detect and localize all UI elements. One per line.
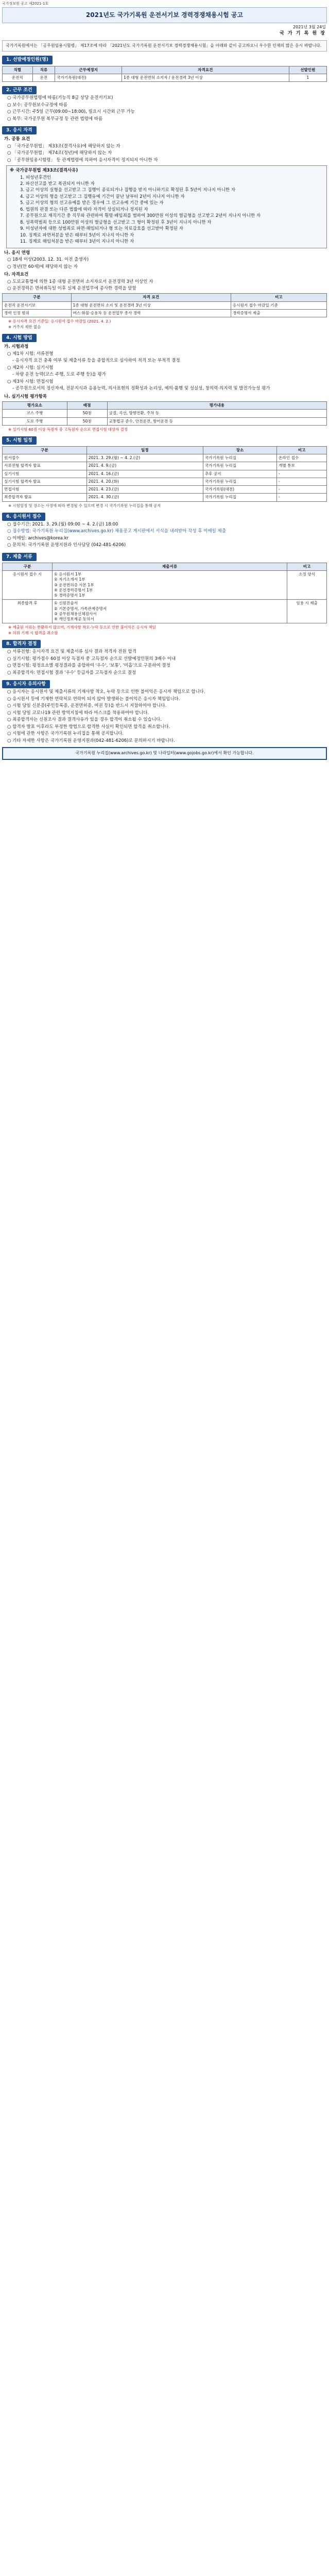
cell: 응시원서 접수 시: [3, 571, 53, 600]
col-header: 배점: [67, 402, 107, 410]
note: ※ 제출된 서류는 반환하지 않으며, 기재사항 착오·누락 등으로 인한 불이익은 응시자 책임: [8, 625, 156, 630]
list-item: 8. 성폭력범죄 등으로 100만원 이상의 벌금형을 선고받고 그 형이 확정된 후 3년이 지나지 아니한 자: [20, 219, 212, 225]
list-item: ○ 접수기간: 2021. 3. 29.(월) 09:00 ~ 4. 2.(금) 18:00: [7, 521, 118, 527]
cell: ① 응시원서 1부 ② 자기소개서 1부 ③ 운전면허증 사본 1부 ④ 운전경력증명서 1부 ⑤ 경력증명서 1부: [53, 571, 287, 600]
section-title: 2. 근무 조건: [2, 86, 37, 94]
table-row: [3, 309, 327, 317]
section-title: 1. 선발예정인원(명): [2, 56, 53, 64]
cell: 경력 인정 범위: [3, 309, 72, 317]
documents-table: [2, 563, 327, 624]
col-header: 자격요건: [122, 66, 289, 74]
list-item: ○ 근무시간: 주5일 근무(09:00~18:00), 필요시 시간외 근무 가능: [7, 109, 135, 115]
intro-text: 국가기록원에서는 「공무원임용시험령」 제17조에 따라 「2021년도 국가기록원 운전서기보 경력경쟁채용시험」을 아래와 같이 공고하오니 우수한 인재의 많은 응시 바랍니다.: [2, 40, 327, 52]
announcement-page: [2, 0, 327, 760]
list-item: ○ 국가공무원법령에 따름(기능직 8급 상당 운전서기보): [7, 95, 113, 101]
section-notices: [2, 680, 327, 744]
list-item: ○ 「국가공무원법」 제33조(결격사유)에 해당하지 않는 자: [7, 143, 120, 149]
schedule-table: [2, 446, 327, 502]
section-eligibility: [2, 126, 327, 330]
cell: 원서접수: [3, 454, 87, 462]
cell: 굴절, 곡선, 방향전환, 주차 등: [107, 410, 326, 417]
section-title: 5. 시험 일정: [2, 436, 37, 445]
cell: 면접시험: [3, 486, 87, 494]
cell: 국가기록원 누리집: [203, 462, 276, 470]
cell: ① 신원진술서 ② 기본증명서, 가족관계증명서 ③ 공무원채용신체검사서 ④ 개인정보제공 동의서: [53, 600, 287, 623]
list-item: - 차량 운전 능력(코스 주행, 도로 주행 등)을 평가: [12, 372, 106, 378]
note: ※ 거주지 제한 없음: [8, 325, 41, 330]
col-header: 자격 요건: [71, 294, 231, 301]
subsection-title: 가. 공통 요건: [4, 137, 30, 142]
col-header: 평가내용: [107, 402, 326, 410]
note: ※ 허위 기재 시 합격을 취소함: [8, 631, 58, 636]
cell: 도로 주행: [3, 417, 67, 425]
col-header: 구분: [3, 563, 53, 570]
list-item: ○ 합격자 발표 이후라도 부정한 방법으로 합격한 사실이 확인되면 합격을 취소합니다.: [7, 724, 170, 730]
col-header: 평가요소: [3, 402, 67, 410]
table-row: [3, 410, 327, 417]
list-item: ○ 최종합격자: 면접시험 결과 '우수' 등급자를 고득점자 순으로 결정: [7, 670, 136, 675]
cell: 온라인 접수: [277, 454, 327, 462]
table-row: [3, 571, 327, 600]
cell: -: [277, 494, 327, 501]
list-item: 1. 피성년후견인: [20, 175, 51, 180]
cell: 국가기록원 누리집: [203, 454, 276, 462]
list-item: ○ 「공무원임용시험령」 등 관계법령에 의하여 응시자격이 정지되지 아니한 자: [7, 157, 158, 163]
col-header: 선발인원: [289, 66, 326, 74]
qualification-table: [2, 293, 327, 317]
cell: 운전직: [3, 74, 33, 81]
evaluation-table: [2, 401, 327, 426]
list-item: 5. 금고 이상의 형의 선고유예를 받은 경우에 그 선고유예 기간 중에 있는 자: [20, 200, 164, 206]
list-item: 6. 법원의 판결 또는 다른 법률에 따라 자격이 상실되거나 정지된 자: [20, 207, 148, 212]
section-title: 4. 시험 방법: [2, 334, 37, 342]
list-item: ○ 18세 이상(2003. 12. 31. 이전 출생자): [7, 257, 89, 263]
list-item: 10. 징계로 파면처분을 받은 때부터 5년이 지나지 아니한 자: [20, 232, 134, 238]
table-row: [3, 478, 327, 485]
cell: 개별 통보: [277, 462, 327, 470]
col-header: 근무예정지: [55, 66, 122, 74]
cell: -: [277, 478, 327, 485]
subsection-title: 나. 실기시험 평가항목: [4, 394, 47, 399]
cell: 실기시험: [3, 470, 87, 478]
table-row: [3, 486, 327, 494]
section-title: 8. 합격자 결정: [2, 640, 41, 648]
list-item: ○ 제1차 시험: 서류전형: [7, 351, 54, 357]
list-item: 2. 파산선고를 받고 복권되지 아니한 자: [20, 181, 95, 187]
cell: 50점: [67, 417, 107, 425]
col-header: 비고: [231, 294, 326, 301]
list-item: - 공무원으로서의 정신자세, 전문지식과 응용능력, 의사표현의 정확성과 논리성, 예의·품행 및 성실성, 창의력·의지력 및 발전가능성 평가: [12, 386, 270, 392]
cell: 최종합격자 발표: [3, 494, 87, 501]
list-item: 3. 금고 이상의 실형을 선고받고 그 집행이 종료되거나 집행을 받지 아니하기로 확정된 후 5년이 지나지 아니한 자: [20, 188, 236, 193]
table-row: [3, 462, 327, 470]
note: ※ 실기시험 60점 이상 득점자 중 고득점자 순으로 면접시험 대상자 결정: [8, 427, 128, 432]
cell: 경력증명서 제출: [231, 309, 326, 317]
list-item: 9. 미성년자에 대한 성범죄로 파면·해임되거나 형 또는 치료감호를 선고받아 확정된 자: [20, 226, 184, 232]
list-item: ○ 운전경력은 면허취득일 이후 실제 운전업무에 종사한 경력을 말함: [7, 286, 136, 291]
table-row: [3, 74, 327, 81]
cell: 추후 공지: [203, 470, 276, 478]
cell: 1종 대형 운전면허 소지자 / 운전경력 3년 이상: [122, 74, 289, 81]
list-item: ○ 시험 당일 신분증(주민등록증, 운전면허증, 여권 등)을 반드시 지참하여야 합니다.: [7, 703, 167, 709]
section-title: 9. 응시자 유의사항: [2, 680, 50, 688]
list-item: ○ 「국가공무원법」 제74조(정년)에 해당하지 않는 자: [7, 150, 112, 156]
table-row: [3, 301, 327, 309]
section-exam-method: [2, 334, 327, 432]
cell: 소정 양식: [287, 571, 327, 600]
list-item[interactable]: ○ 접수방법: 국가기록원 누리집(www.archives.go.kr) 채용공고 게시판에서 서식을 내려받아 작성 후 이메일 제출: [7, 529, 226, 534]
cell: 국가기록원(대전): [203, 486, 276, 494]
cell: 국가기록원(대전): [55, 74, 122, 81]
list-item: ○ 도로교통법에 의한 1종 대형 운전면허 소지자로서 운전경력 3년 이상인 자: [7, 279, 153, 284]
section-pass-criteria: [2, 640, 327, 676]
cell: 국가기록원 누리집: [203, 494, 276, 501]
list-item: ○ 최종합격자는 신원조사 결과 결격사유가 있을 경우 합격이 취소될 수 있습니다.: [7, 717, 162, 723]
col-header: 구분: [3, 294, 72, 301]
cell: 1: [289, 74, 326, 81]
cell: 교통법규 준수, 안전운전, 방어운전 등: [107, 417, 326, 425]
col-header: 제출서류: [53, 563, 287, 570]
cell: 2021. 4. 9.(금): [86, 462, 203, 470]
cell: -: [277, 470, 327, 478]
cell: -: [277, 486, 327, 494]
cell: 2021. 4. 30.(금): [86, 494, 203, 501]
section-conditions: [2, 86, 327, 122]
list-item: ○ 시험 당일 코로나19 관련 방역지침에 따라 마스크를 착용하여야 합니다.: [7, 710, 149, 716]
list-item: 11. 징계로 해임처분을 받은 때부터 3년이 지나지 아니한 자: [20, 239, 134, 245]
col-header: 구분: [3, 446, 87, 454]
list-item: ○ 복무: 국가공무원 복무규정 등 관련 법령에 따름: [7, 116, 103, 122]
doc-number: 국가정보원 공고 제2021-1호: [2, 2, 49, 6]
subsection-title: 다. 자격요건: [4, 272, 29, 278]
list-item: ○ 응시원서 등에 기재한 연락처로 연락이 되지 않아 발생하는 불이익은 응시자 책임입니다.: [7, 696, 180, 702]
cell: 운전: [32, 74, 55, 81]
section-positions: [2, 56, 327, 82]
cell: 2021. 4. 20.(화): [86, 478, 203, 485]
list-item[interactable]: ○ 이메일: archives@korea.kr: [7, 535, 69, 541]
list-item: ○ 보수: 공무원보수규정에 따름: [7, 102, 67, 108]
cell: 임용 시 제출: [287, 600, 327, 623]
table-row: [3, 600, 327, 623]
table-row: [3, 494, 327, 501]
section-title: 6. 응시원서 접수: [2, 513, 45, 521]
cell: 서류전형 합격자 발표: [3, 462, 87, 470]
disqualification-box: [6, 165, 327, 248]
section-schedule: [2, 436, 327, 509]
positions-table: [2, 66, 327, 82]
cell: 코스 주행: [3, 410, 67, 417]
list-item: ○ 시험에 관한 사항은 국가기록원 누리집을 통해 공지합니다.: [7, 731, 124, 737]
list-item: ○ 제3차 시험: 면접시험: [7, 379, 54, 384]
cell: 2021. 4. 16.(금): [86, 470, 203, 478]
list-item: ○ 서류전형: 응시자격 요건 및 제출서류 심사 결과 적격자 전원 합격: [7, 649, 136, 655]
note: ※ 응시자격 요건 기준일: 응시원서 접수 마감일 (2021. 4. 2.): [8, 319, 111, 324]
section-documents: [2, 553, 327, 636]
note: ※ 시험일정 및 장소는 사정에 따라 변경될 수 있으며 변경 시 국가기록원 누리집을 통해 공지: [8, 503, 161, 508]
list-item: ○ 면접시험: 평정요소별 평정결과를 종합하여 '우수', '보통', '미흡'으로 구분하여 결정: [7, 663, 170, 669]
list-item: ○ 문의처: 국가기록원 운영지원과 인사담당 (042-481-6206): [7, 543, 126, 548]
list-item: ○ 제2차 시험: 실기시험: [7, 365, 54, 370]
announce-date: 2021년 3월 24일: [293, 24, 326, 29]
cell: 국가기록원 누리집: [203, 478, 276, 485]
cell: 최종합격 후: [3, 600, 53, 623]
list-item: ○ 응시자는 응시원서 및 제출서류의 기재사항 착오, 누락 등으로 인한 불이익은 응시자 책임으로 합니다.: [7, 689, 205, 695]
col-header: 직렬: [3, 66, 33, 74]
section-application: [2, 513, 327, 549]
cell: 운전직 운전서기보: [3, 301, 72, 309]
col-header: 장소: [203, 446, 276, 454]
cell: 2021. 4. 23.(금): [86, 486, 203, 494]
cell: 버스·화물·승용차 등 운전업무 종사 경력: [71, 309, 231, 317]
subsection-title: 나. 응시 연령: [4, 250, 30, 256]
list-item: 7. 공무원으로 재직기간 중 직무와 관련하여 횡령·배임죄를 범하여 300만원 이상의 벌금형을 선고받고 2년이 지나지 아니한 자: [20, 213, 261, 219]
page-title: 2021년도 국가기록원 운전서기보 경력경쟁채용시험 공고: [2, 7, 327, 23]
cell: 50점: [67, 410, 107, 417]
box-title: ※ 국가공무원법 제33조(결격사유): [10, 168, 78, 174]
col-header: 직류: [32, 66, 55, 74]
col-header: 일정: [86, 446, 203, 454]
cell: 2021. 3. 29.(월) ~ 4. 2.(금): [86, 454, 203, 462]
cell: 실기시험 합격자 발표: [3, 478, 87, 485]
table-row: [3, 454, 327, 462]
cell: 1종 대형 운전면허 소지 및 운전경력 3년 이상: [71, 301, 231, 309]
cell: 응시원서 접수 마감일 기준: [231, 301, 326, 309]
list-item: - 응시자격 요건 충족 여부 및 제출서류 등을 종합적으로 심사하여 적격 또는 부적격 결정: [12, 358, 180, 364]
subsection-title: 가. 시험과정: [4, 344, 29, 350]
col-header: 비고: [277, 446, 327, 454]
footer-notice: 국가기록원 누리집(www.archives.go.kr) 및 나라일터(www.gojobs.go.kr)에서 확인 가능합니다.: [2, 747, 327, 760]
table-row: [3, 470, 327, 478]
list-item: ○ 실기시험: 평가점수 60점 이상 득점자 중 고득점자 순으로 선발예정인원의 3배수 이내: [7, 656, 176, 662]
section-title: 3. 응시 자격: [2, 126, 37, 134]
list-item: ○ 정년(만 60세)에 해당하지 않는 자: [7, 264, 78, 269]
col-header: 비고: [287, 563, 327, 570]
org-name: 국 가 기 록 원 장: [280, 31, 326, 37]
list-item: ○ 기타 자세한 사항은 국가기록원 운영지원과(042-481-6206)로 문의하시기 바랍니다.: [7, 738, 175, 743]
section-title: 7. 제출 서류: [2, 553, 37, 561]
list-item: 4. 금고 이상의 형을 선고받고 그 집행유예 기간이 끝난 날부터 2년이 지나지 아니한 자: [20, 194, 185, 199]
table-row: [3, 417, 327, 425]
